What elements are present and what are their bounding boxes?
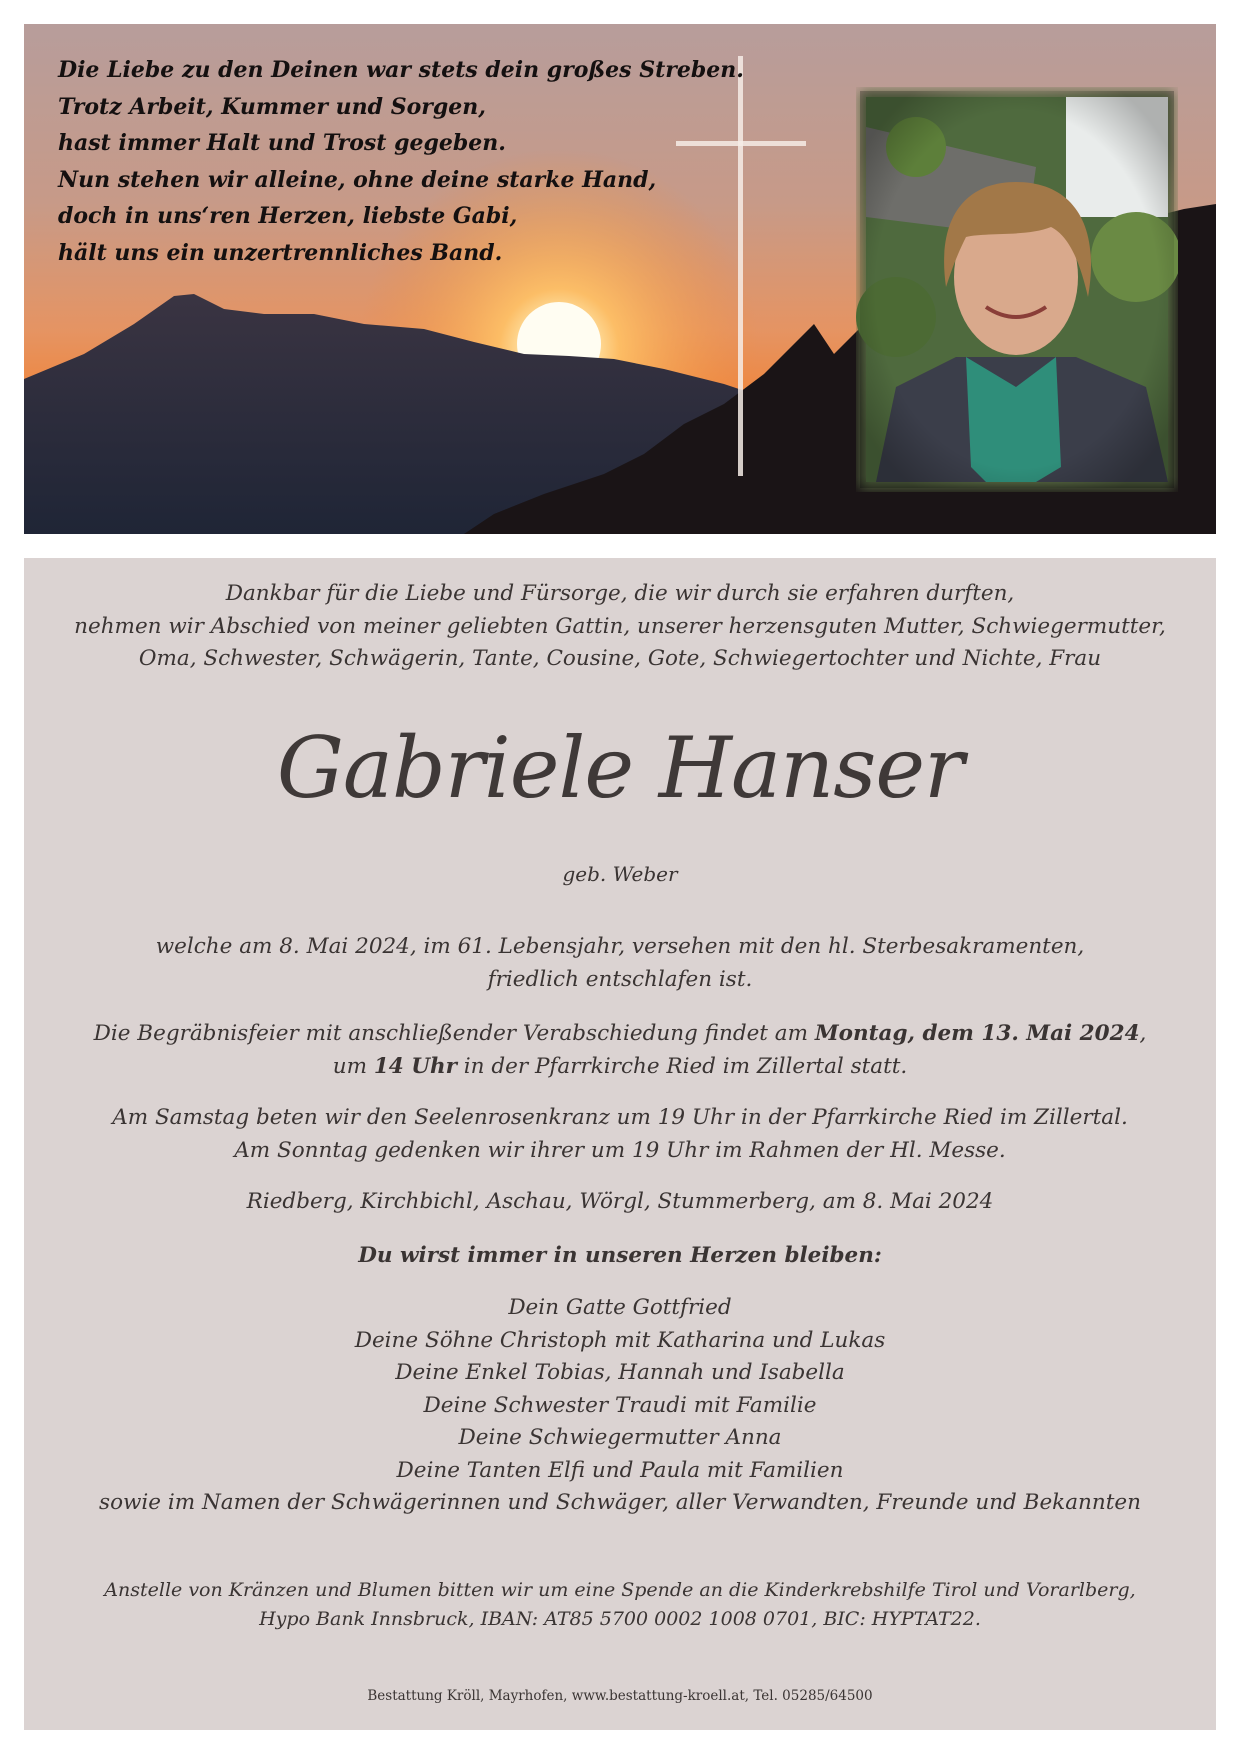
family-member: sowie im Namen der Schwägerinnen und Schwäger, aller Verwandten, Freunde und Bekannten bbox=[99, 1490, 1141, 1515]
place-date: Riedberg, Kirchbichl, Aschau, Wörgl, Stummerberg, am 8. Mai 2024 bbox=[246, 1189, 994, 1214]
poem-line: hast immer Halt und Trost gegeben. bbox=[58, 130, 506, 156]
portrait-image bbox=[856, 87, 1178, 492]
maiden-name: geb. Weber bbox=[562, 862, 678, 886]
poem-line: Trotz Arbeit, Kummer und Sorgen, bbox=[58, 93, 486, 120]
prayer-line: Am Samstag beten wir den Seelenrosenkranz um 19 Uhr in der Pfarrkirche Ried im Zillertal. bbox=[112, 1105, 1128, 1130]
family-member: Deine Schwiegermutter Anna bbox=[458, 1425, 782, 1450]
funeral-line-1 bbox=[24, 1018, 1216, 1051]
funeral-time-prefix: um bbox=[332, 1053, 374, 1079]
intro-line: Oma, Schwester, Schwägerin, Tante, Cousine, Gote, Schwiegertochter und Nichte, Frau bbox=[138, 646, 1102, 671]
prayer-line: Am Sonntag gedenken wir ihrer um 19 Uhr im Rahmen der Hl. Messe. bbox=[234, 1137, 1006, 1163]
family-list bbox=[24, 1292, 1216, 1520]
obituary-panel bbox=[24, 558, 1216, 1730]
prayer-info bbox=[24, 1102, 1216, 1167]
family-member: Dein Gatte Gottfried bbox=[508, 1295, 732, 1320]
funeral-home-footer: Bestattung Kröll, Mayrhofen, www.bestattung-kroell.at, Tel. 05285/64500 bbox=[367, 1688, 873, 1704]
poem-line: hält uns ein unzertrennliches Band. bbox=[58, 239, 503, 266]
poem-line: Die Liebe zu den Deinen war stets dein großes Streben. bbox=[58, 57, 744, 83]
intro-line: nehmen wir Abschied von meiner geliebten Gattin, unserer herzensguten Mutter, Schwiegermutter, bbox=[74, 613, 1166, 639]
death-notice bbox=[24, 931, 1216, 996]
remembrance-text: Du wirst immer in unseren Herzen bleiben: bbox=[358, 1243, 882, 1268]
funeral-line-2 bbox=[24, 1051, 1216, 1084]
funeral-info bbox=[24, 1018, 1216, 1083]
death-notice-line: welche am 8. Mai 2024, im 61. Lebensjahr, versehen mit den hl. Sterbesakramenten, bbox=[155, 934, 1085, 959]
intro-text bbox=[24, 578, 1216, 676]
header-photo-banner bbox=[24, 24, 1216, 534]
funeral-date: Montag, dem 13. Mai 2024 bbox=[814, 1021, 1140, 1046]
donation-line: Hypo Bank Innsbruck, IBAN: AT85 5700 0002 1008 0701, BIC: HYPTAT22. bbox=[259, 1608, 981, 1630]
funeral-time-suffix: in der Pfarrkirche Ried im Zillertal statt. bbox=[456, 1053, 908, 1079]
funeral-suffix: , bbox=[1139, 1021, 1147, 1046]
family-member: Deine Schwester Traudi mit Familie bbox=[423, 1392, 817, 1418]
family-member: Deine Söhne Christoph mit Katharina und Lukas bbox=[354, 1327, 886, 1353]
family-member: Deine Enkel Tobias, Hannah und Isabella bbox=[395, 1360, 845, 1385]
donation-request bbox=[24, 1576, 1216, 1634]
donation-line: Anstelle von Kränzen und Blumen bitten wir um eine Spende an die Kinderkrebshilfe Tirol und Vorarlberg, bbox=[104, 1579, 1136, 1601]
funeral-time: 14 Uhr bbox=[373, 1053, 457, 1079]
death-notice-line: friedlich entschlafen ist. bbox=[487, 966, 753, 992]
funeral-prefix: Die Begräbnisfeier mit anschließender Verabschiedung findet am bbox=[93, 1021, 815, 1046]
intro-line: Dankbar für die Liebe und Fürsorge, die wir durch sie erfahren durften, bbox=[225, 581, 1015, 606]
remembrance-heading bbox=[24, 1240, 1216, 1273]
family-member: Deine Tanten Elfi und Paula mit Familien bbox=[396, 1457, 844, 1483]
deceased-name: Gabriele Hanser bbox=[276, 719, 964, 817]
poem-line: Nun stehen wir alleine, ohne deine starke Hand, bbox=[58, 166, 657, 193]
poem-verse bbox=[58, 52, 744, 271]
portrait-photo bbox=[856, 87, 1178, 492]
poem-line: doch in uns‘ren Herzen, liebste Gabi, bbox=[58, 203, 518, 229]
